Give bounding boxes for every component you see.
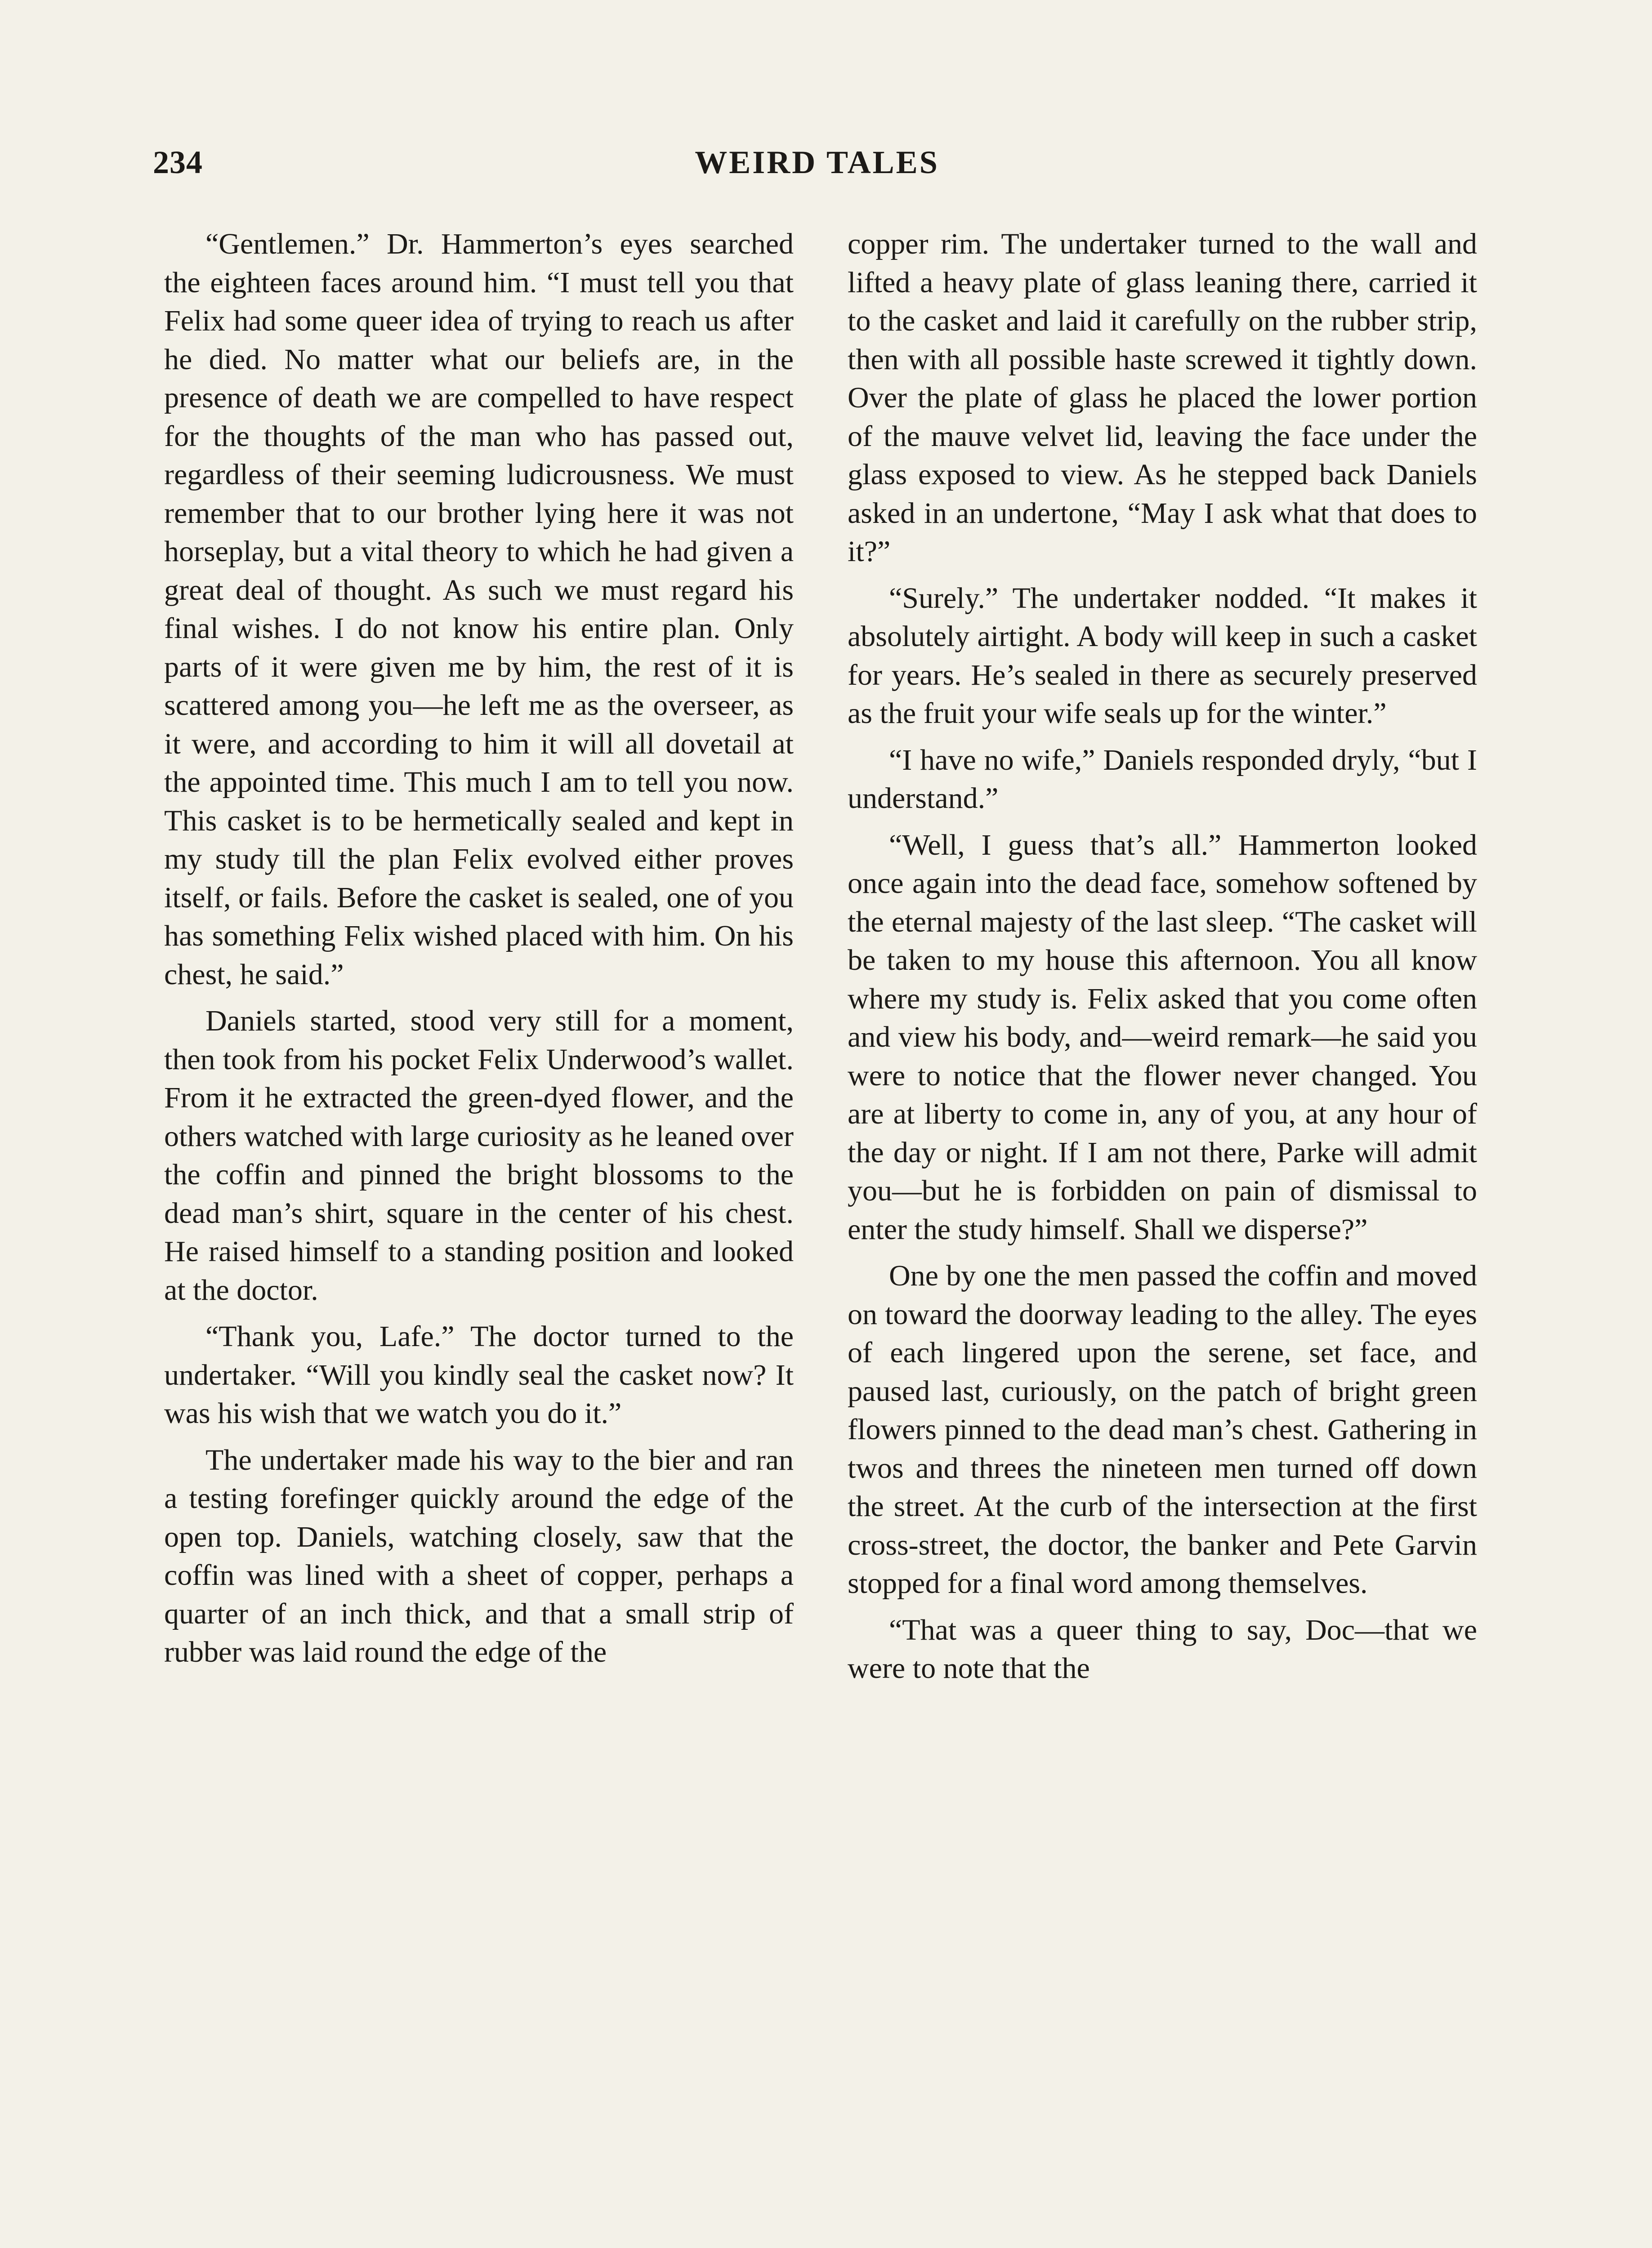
paragraph: “Gentlemen.” Dr. Hammerton’s eyes searched the eighteen faces around him. “I must tell you that Felix had some queer idea of trying to reach us after he died. No matter what our beliefs are, in the presence of death we are compelled to have respect for the thoughts of the man who has passed out, regardless of their seeming ludicrousness. We must remember that to our brother lying here it was not horseplay, but a vital theory to which he had given a great deal of thought. As such we must regard his final wishes. I do not know his entire plan. Only parts of it were given me by him, the rest of it is scattered among you—he left me as the overseer, as it were, and according to him it will all dovetail at the appointed time. This much I am to tell you now. This casket is to be hermetically sealed and kept in my study till the plan Felix evolved either proves itself, or fails. Before the casket is sealed, one of you has something Felix wished placed with him. On his chest, he said.” (164, 227, 794, 991)
page-number: 234 (153, 144, 203, 180)
paragraph: “Surely.” The undertaker nodded. “It makes it absolutely airtight. A body will keep in such a casket for years. He’s sealed in there as securely preserved as the fruit your wife seals up for the winter.” (848, 581, 1477, 730)
article-body (164, 225, 1484, 2248)
paragraph: “I have no wife,” Daniels responded dryly, “but I understand.” (848, 743, 1477, 815)
left-column (164, 225, 794, 2248)
paragraph: “That was a queer thing to say, Doc—that we were to note that the (848, 1613, 1477, 1685)
paragraph: “Well, I guess that’s all.” Hammerton looked once again into the dead face, somehow softened by the eternal majesty of the last sleep. “The casket will be taken to my house this afternoon. You all know where my study is. Felix asked that you come often and view his body, and—weird remark—he said you were to notice that the flower never changed. You are at liberty to come in, any of you, at any hour of the day or night. If I am not there, Parke will admit you—but he is forbidden on pain of dismissal to enter the study himself. Shall we disperse?” (848, 828, 1477, 1246)
right-column (848, 225, 1477, 2248)
paragraph: One by one the men passed the coffin and moved on toward the doorway leading to the alley. The eyes of each lingered upon the serene, set face, and paused last, curiously, on the patch of bright green flowers pinned to the dead man’s chest. Gathering in twos and threes the nineteen men turned off down the street. At the curb of the intersection at the first cross-street, the doctor, the banker and Pete Garvin stopped for a final word among themselves. (848, 1259, 1477, 1600)
paragraph: The undertaker made his way to the bier and ran a testing forefinger quickly around the edge of the open top. Daniels, watching closely, saw that the coffin was lined with a sheet of copper, perhaps a quarter of an inch thick, and that a small strip of rubber was laid round the edge of the (164, 1443, 794, 1668)
paragraph: “Thank you, Lafe.” The doctor turned to the undertaker. “Will you kindly seal the casket now? It was his wish that we watch you do it.” (164, 1320, 794, 1430)
paragraph: Daniels started, stood very still for a moment, then took from his pocket Felix Underwood’s wallet. From it he extracted the green-dyed flower, and the others watched with large curiosity as he leaned over the coffin and pinned the bright blossoms to the dead man’s shirt, square in the center of his chest. He raised himself to a standing position and looked at the doctor. (164, 1004, 794, 1307)
running-title: WEIRD TALES (695, 144, 939, 180)
page-header (153, 144, 1481, 189)
paragraph-continued: copper rim. The undertaker turned to the wall and lifted a heavy plate of glass leaning there, carried it to the casket and laid it carefully on the rubber strip, then with all possible haste screwed it tightly down. Over the plate of glass he placed the lower portion of the mauve velvet lid, leaving the face under the glass exposed to view. As he stepped back Daniels asked in an undertone, “May I ask what that does to it?” (848, 227, 1477, 568)
